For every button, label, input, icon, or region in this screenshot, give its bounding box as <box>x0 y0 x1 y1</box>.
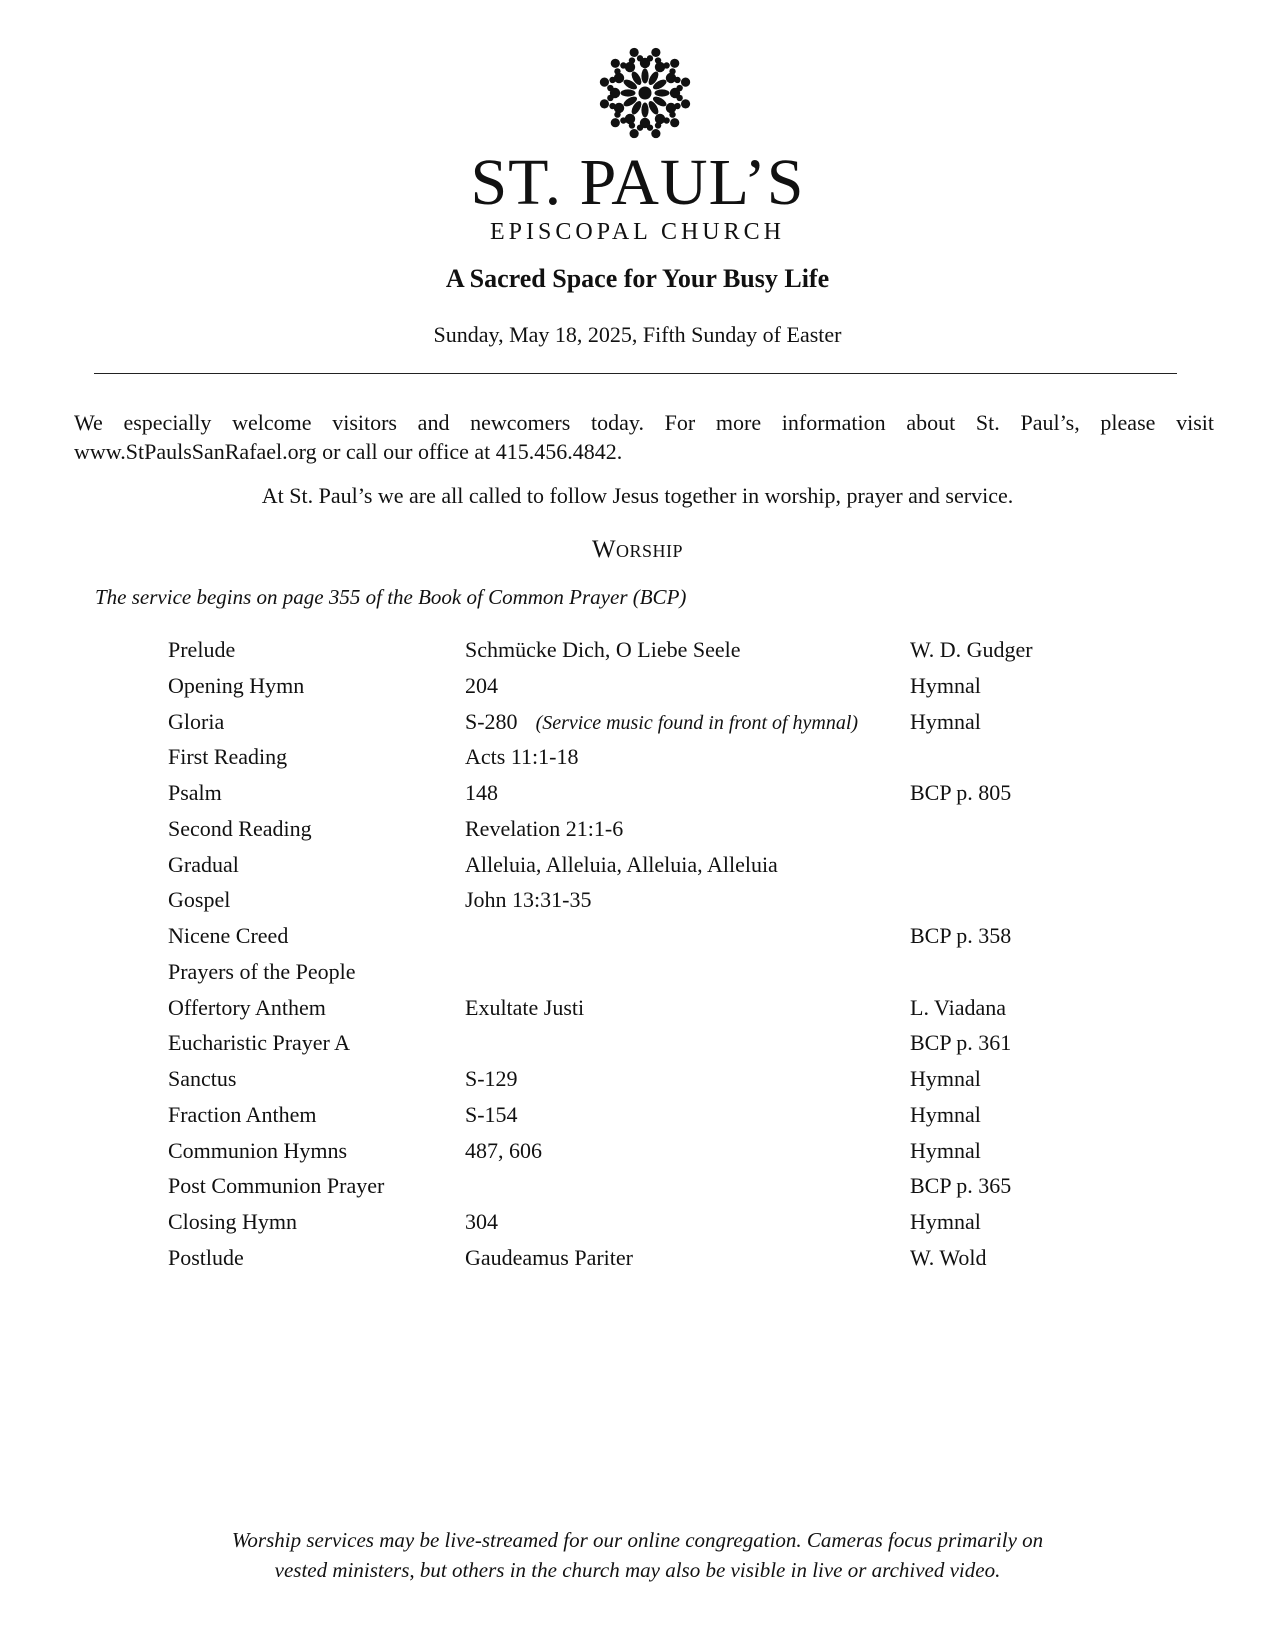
service-detail <box>465 1061 518 1097</box>
service-source: BCP p. 365 <box>910 1173 1012 1199</box>
service-detail-text: Alleluia, Alleluia, Alleluia, Alleluia <box>465 851 778 877</box>
service-detail-text: S-280 <box>465 708 518 734</box>
service-detail <box>465 739 578 775</box>
service-detail <box>465 1240 633 1276</box>
service-detail-text: 487, 606 <box>465 1137 542 1163</box>
service-item: Communion Hymns <box>168 1137 348 1163</box>
service-detail-text: 204 <box>465 672 498 698</box>
church-subtitle: EPISCOPAL CHURCH <box>490 219 785 245</box>
service-detail-text: Revelation 21:1-6 <box>465 815 624 841</box>
service-detail <box>465 1097 518 1133</box>
service-detail-text: Gaudeamus Pariter <box>465 1244 633 1270</box>
service-detail <box>465 811 623 847</box>
divider <box>94 373 1177 374</box>
service-item: Closing Hymn <box>168 1209 297 1234</box>
service-source: Hymnal <box>910 708 981 734</box>
rose-window-icon <box>592 40 698 146</box>
service-item: Postlude <box>168 1244 244 1270</box>
service-source: L. Viadana <box>910 994 1007 1020</box>
livestream-notice-line-2: vested ministers, but others in the church may also be visible in live or archived video. <box>274 1558 1001 1582</box>
service-detail <box>465 704 858 742</box>
tagline: A Sacred Space for Your Busy Life <box>445 264 830 293</box>
service-item: Psalm <box>168 780 222 805</box>
service-source: Hymnal <box>910 1066 981 1091</box>
service-item: Gradual <box>168 851 239 877</box>
service-detail-text: John 13:31-35 <box>465 887 592 913</box>
service-item: Opening Hymn <box>168 672 305 698</box>
worship-heading: Worship <box>591 536 684 563</box>
service-source: BCP p. 358 <box>910 923 1012 948</box>
service-detail-text: 148 <box>465 780 498 805</box>
service-item: Prelude <box>168 637 236 662</box>
welcome-text: We especially welcome visitors and newcomers today. For more information about St. Paul’s, please visit www.StPaulsSanRafael.org or call our office at 415.456.4842. <box>74 410 1214 464</box>
service-detail-text: S-129 <box>465 1066 518 1091</box>
service-detail-note: (Service music found in front of hymnal) <box>535 711 859 734</box>
service-detail-text: Acts 11:1-18 <box>465 744 579 770</box>
service-item: Gospel <box>168 887 231 913</box>
church-name: ST. PAUL’S <box>470 146 805 219</box>
livestream-notice-line-1: Worship services may be live-streamed for our online congregation. Cameras focus primarily on <box>231 1528 1044 1552</box>
service-source: Hymnal <box>910 672 981 698</box>
service-date: Sunday, May 18, 2025, Fifth Sunday of Easter <box>433 322 842 347</box>
service-source: Hymnal <box>910 1137 981 1163</box>
service-item: Nicene Creed <box>168 923 289 948</box>
service-detail-text: Exultate Justi <box>465 994 585 1020</box>
service-item: Prayers of the People <box>168 958 356 984</box>
service-item: Fraction Anthem <box>168 1101 317 1127</box>
service-detail <box>465 1204 498 1240</box>
service-detail <box>465 775 498 811</box>
service-detail <box>465 882 592 918</box>
service-item: Eucharistic Prayer A <box>168 1030 351 1056</box>
service-item: Second Reading <box>168 815 312 841</box>
service-source: Hymnal <box>910 1101 981 1127</box>
service-detail <box>465 990 584 1026</box>
service-item: Post Communion Prayer <box>168 1173 385 1199</box>
service-item: Gloria <box>168 708 225 734</box>
service-detail <box>465 1133 542 1169</box>
livestream-notice <box>0 1525 1275 1585</box>
service-source: BCP p. 361 <box>910 1030 1012 1056</box>
service-source: W. Wold <box>910 1244 987 1270</box>
service-detail-text: S-154 <box>465 1101 518 1127</box>
service-detail <box>465 847 778 883</box>
service-source: Hymnal <box>910 1209 981 1234</box>
mission-statement: At St. Paul’s we are all called to follow Jesus together in worship, prayer and service. <box>261 483 1014 508</box>
service-note: The service begins on page 355 of the Book of Common Prayer (BCP) <box>95 585 687 609</box>
service-detail-text: Schmücke Dich, O Liebe Seele <box>465 637 741 662</box>
service-item: Offertory Anthem <box>168 994 326 1020</box>
service-detail-text: 304 <box>465 1209 498 1234</box>
service-source: BCP p. 805 <box>910 780 1012 805</box>
service-detail <box>465 632 741 668</box>
service-detail <box>465 668 498 704</box>
service-item: Sanctus <box>168 1066 237 1091</box>
service-source: W. D. Gudger <box>910 637 1033 662</box>
service-item: First Reading <box>168 744 288 770</box>
